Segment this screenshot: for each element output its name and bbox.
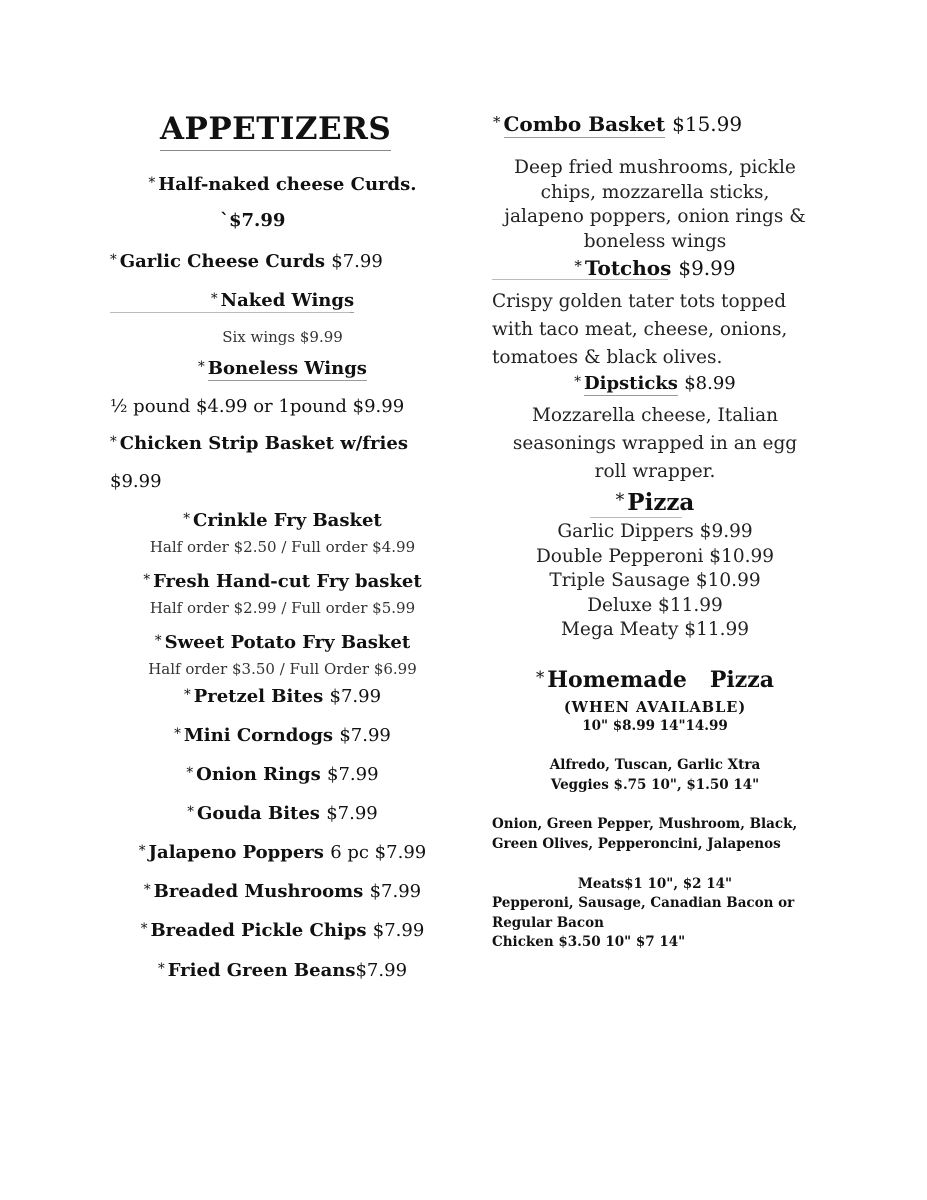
asterisk-marker: * <box>143 571 151 588</box>
desc-line: Crispy golden tater tots topped <box>492 291 787 312</box>
asterisk-marker: * <box>174 725 181 742</box>
tick-mark: ` <box>220 210 229 231</box>
item-name: Breaded Mushrooms <box>153 881 364 902</box>
asterisk-marker: * <box>138 842 146 859</box>
item-price: $7.99 <box>329 686 382 707</box>
item-name: Sweet Potato Fry Basket <box>164 632 411 653</box>
dipsticks-description <box>490 402 820 486</box>
pizza-item: Garlic Dippers $9.99 <box>557 521 753 542</box>
item-name: Crinkle Fry Basket <box>193 510 382 531</box>
item-name: Mini Corndogs <box>183 725 334 746</box>
desc-line: tomatoes & black olives. <box>492 347 723 368</box>
item-price: $15.99 <box>672 112 743 136</box>
asterisk-marker: * <box>187 803 194 820</box>
item-price: $7.99 <box>369 881 422 902</box>
item-name: Fresh Hand-cut Fry basket <box>153 571 422 592</box>
item-name: Naked Wings <box>220 290 355 311</box>
meats-line: Pepperoni, Sausage, Canadian Bacon or <box>492 895 795 911</box>
meats-price: Meats$1 10", $2 14" <box>577 876 733 892</box>
item-price: $7.99 <box>326 803 378 824</box>
onion-rings <box>110 764 455 785</box>
asterisk-marker: * <box>198 358 205 375</box>
pretzel-bites <box>110 686 455 707</box>
totchos <box>490 256 820 280</box>
item-name: Totchos <box>584 256 672 280</box>
asterisk-marker: * <box>615 490 625 511</box>
sweet-potato-detail: Half order $3.50 / Full Order $6.99 <box>148 660 417 678</box>
meats-line: Regular Bacon <box>492 914 604 931</box>
desc-line: boneless wings <box>583 230 727 252</box>
item-name: Boneless Wings <box>207 358 367 379</box>
veggies-line: Onion, Green Pepper, Mushroom, Black, <box>492 816 798 832</box>
homemade-pizza-heading <box>490 667 820 693</box>
asterisk-marker: * <box>186 764 194 781</box>
sweet-potato-fry-basket <box>110 632 455 653</box>
desc-line: with taco meat, cheese, onions, <box>492 319 788 340</box>
half-naked-cheese-curds <box>110 174 455 195</box>
item-name: Half-naked cheese Curds. <box>158 174 417 195</box>
breaded-mushrooms <box>110 881 455 902</box>
jalapeno-poppers <box>110 842 455 863</box>
fresh-fry-detail: Half order $2.99 / Full order $5.99 <box>149 599 416 617</box>
item-price: $7.99 <box>229 210 286 231</box>
mini-corndogs <box>110 725 455 746</box>
combo-basket <box>493 113 742 136</box>
item-name: Pretzel Bites <box>193 686 324 707</box>
chicken-line: Chicken $3.50 10" $7 14" <box>492 934 686 950</box>
appetizers-heading: APPETIZERS <box>160 112 391 151</box>
chicken-strip-basket <box>110 434 408 455</box>
divider <box>492 279 668 280</box>
divider <box>110 312 350 313</box>
item-price: $7.99 <box>331 251 383 272</box>
pizza-list <box>490 520 820 643</box>
boneless-wings <box>110 358 455 379</box>
crinkle-detail: Half order $2.50 / Full order $4.99 <box>149 538 416 556</box>
combo-description <box>490 156 820 254</box>
asterisk-marker: * <box>157 960 165 977</box>
veggies-list <box>492 815 797 854</box>
fried-green-beans <box>110 960 455 981</box>
section-name: Pizza <box>627 489 695 516</box>
asterisk-marker: * <box>148 174 156 191</box>
item-name: Garlic Cheese Curds <box>119 251 325 272</box>
asterisk-marker: * <box>154 632 162 649</box>
crinkle-fry-basket <box>110 510 455 531</box>
homemade-styles <box>490 756 820 795</box>
divider <box>590 517 682 518</box>
item-price: $7.99 <box>372 920 425 941</box>
asterisk-marker: * <box>535 667 545 687</box>
desc-line: chips, mozzarella sticks, <box>540 181 770 203</box>
pizza-item: Mega Meaty $11.99 <box>560 619 750 640</box>
section-name: Homemade Pizza <box>547 667 775 693</box>
item-price: $7.99 <box>339 725 391 746</box>
asterisk-marker: * <box>140 920 148 937</box>
desc-line: Deep fried mushrooms, pickle <box>514 157 796 178</box>
asterisk-marker: * <box>183 686 191 703</box>
item-name: Combo Basket <box>503 112 666 136</box>
item-name: Gouda Bites <box>197 803 320 824</box>
asterisk-marker: * <box>493 113 501 132</box>
pizza-heading <box>490 489 820 516</box>
veggies-line: Green Olives, Pepperoncini, Jalapenos <box>492 835 781 852</box>
item-price: $7.99 <box>327 764 379 785</box>
meats-list <box>492 894 794 953</box>
asterisk-marker: * <box>574 373 582 390</box>
desc-line: roll wrapper. <box>594 461 716 482</box>
desc-line: seasonings wrapped in an egg <box>512 433 798 454</box>
asterisk-marker: * <box>210 290 218 307</box>
item-name: Chicken Strip Basket w/fries <box>119 433 408 454</box>
chicken-strip-price: $9.99 <box>110 471 162 492</box>
item-price: $8.99 <box>684 373 736 394</box>
totchos-description <box>492 288 787 372</box>
garlic-cheese-curds <box>110 251 455 272</box>
half-naked-price-line <box>220 211 285 232</box>
item-price: $9.99 <box>678 256 736 280</box>
asterisk-marker: * <box>110 251 117 268</box>
desc-line: jalapeno poppers, onion rings & <box>504 206 806 227</box>
pizza-item: Deluxe $11.99 <box>587 594 723 616</box>
pizza-item: Double Pepperoni $10.99 <box>535 545 775 567</box>
boneless-wings-detail: ½ pound $4.99 or 1pound $9.99 <box>110 396 405 417</box>
item-price: $7.99 <box>355 960 408 981</box>
pizza-item: Triple Sausage $10.99 <box>549 570 761 591</box>
item-name: Jalapeno Poppers <box>148 842 324 863</box>
homemade-sizes: 10" $8.99 14"14.99 <box>582 718 728 734</box>
asterisk-marker: * <box>574 257 582 276</box>
naked-wings-detail: Six wings $9.99 <box>222 328 343 346</box>
item-name: Breaded Pickle Chips <box>150 920 367 941</box>
veggies-price-line: Veggies $.75 10", $1.50 14" <box>550 776 760 793</box>
asterisk-marker: * <box>110 433 117 450</box>
availability-note: (WHEN AVAILABLE) <box>563 699 747 716</box>
item-price: 6 pc $7.99 <box>330 842 427 863</box>
item-name: Onion Rings <box>196 764 321 785</box>
breaded-pickle-chips <box>110 920 455 941</box>
asterisk-marker: * <box>143 881 151 898</box>
gouda-bites <box>110 803 455 824</box>
naked-wings <box>110 290 455 311</box>
asterisk-marker: * <box>183 510 191 527</box>
dipsticks <box>490 373 820 394</box>
desc-line: Mozzarella cheese, Italian <box>531 405 779 426</box>
styles-line: Alfredo, Tuscan, Garlic Xtra <box>549 757 761 773</box>
item-name: Dipsticks <box>584 373 678 394</box>
fresh-fry-basket <box>110 571 455 592</box>
item-name: Fried Green Beans <box>167 960 356 981</box>
